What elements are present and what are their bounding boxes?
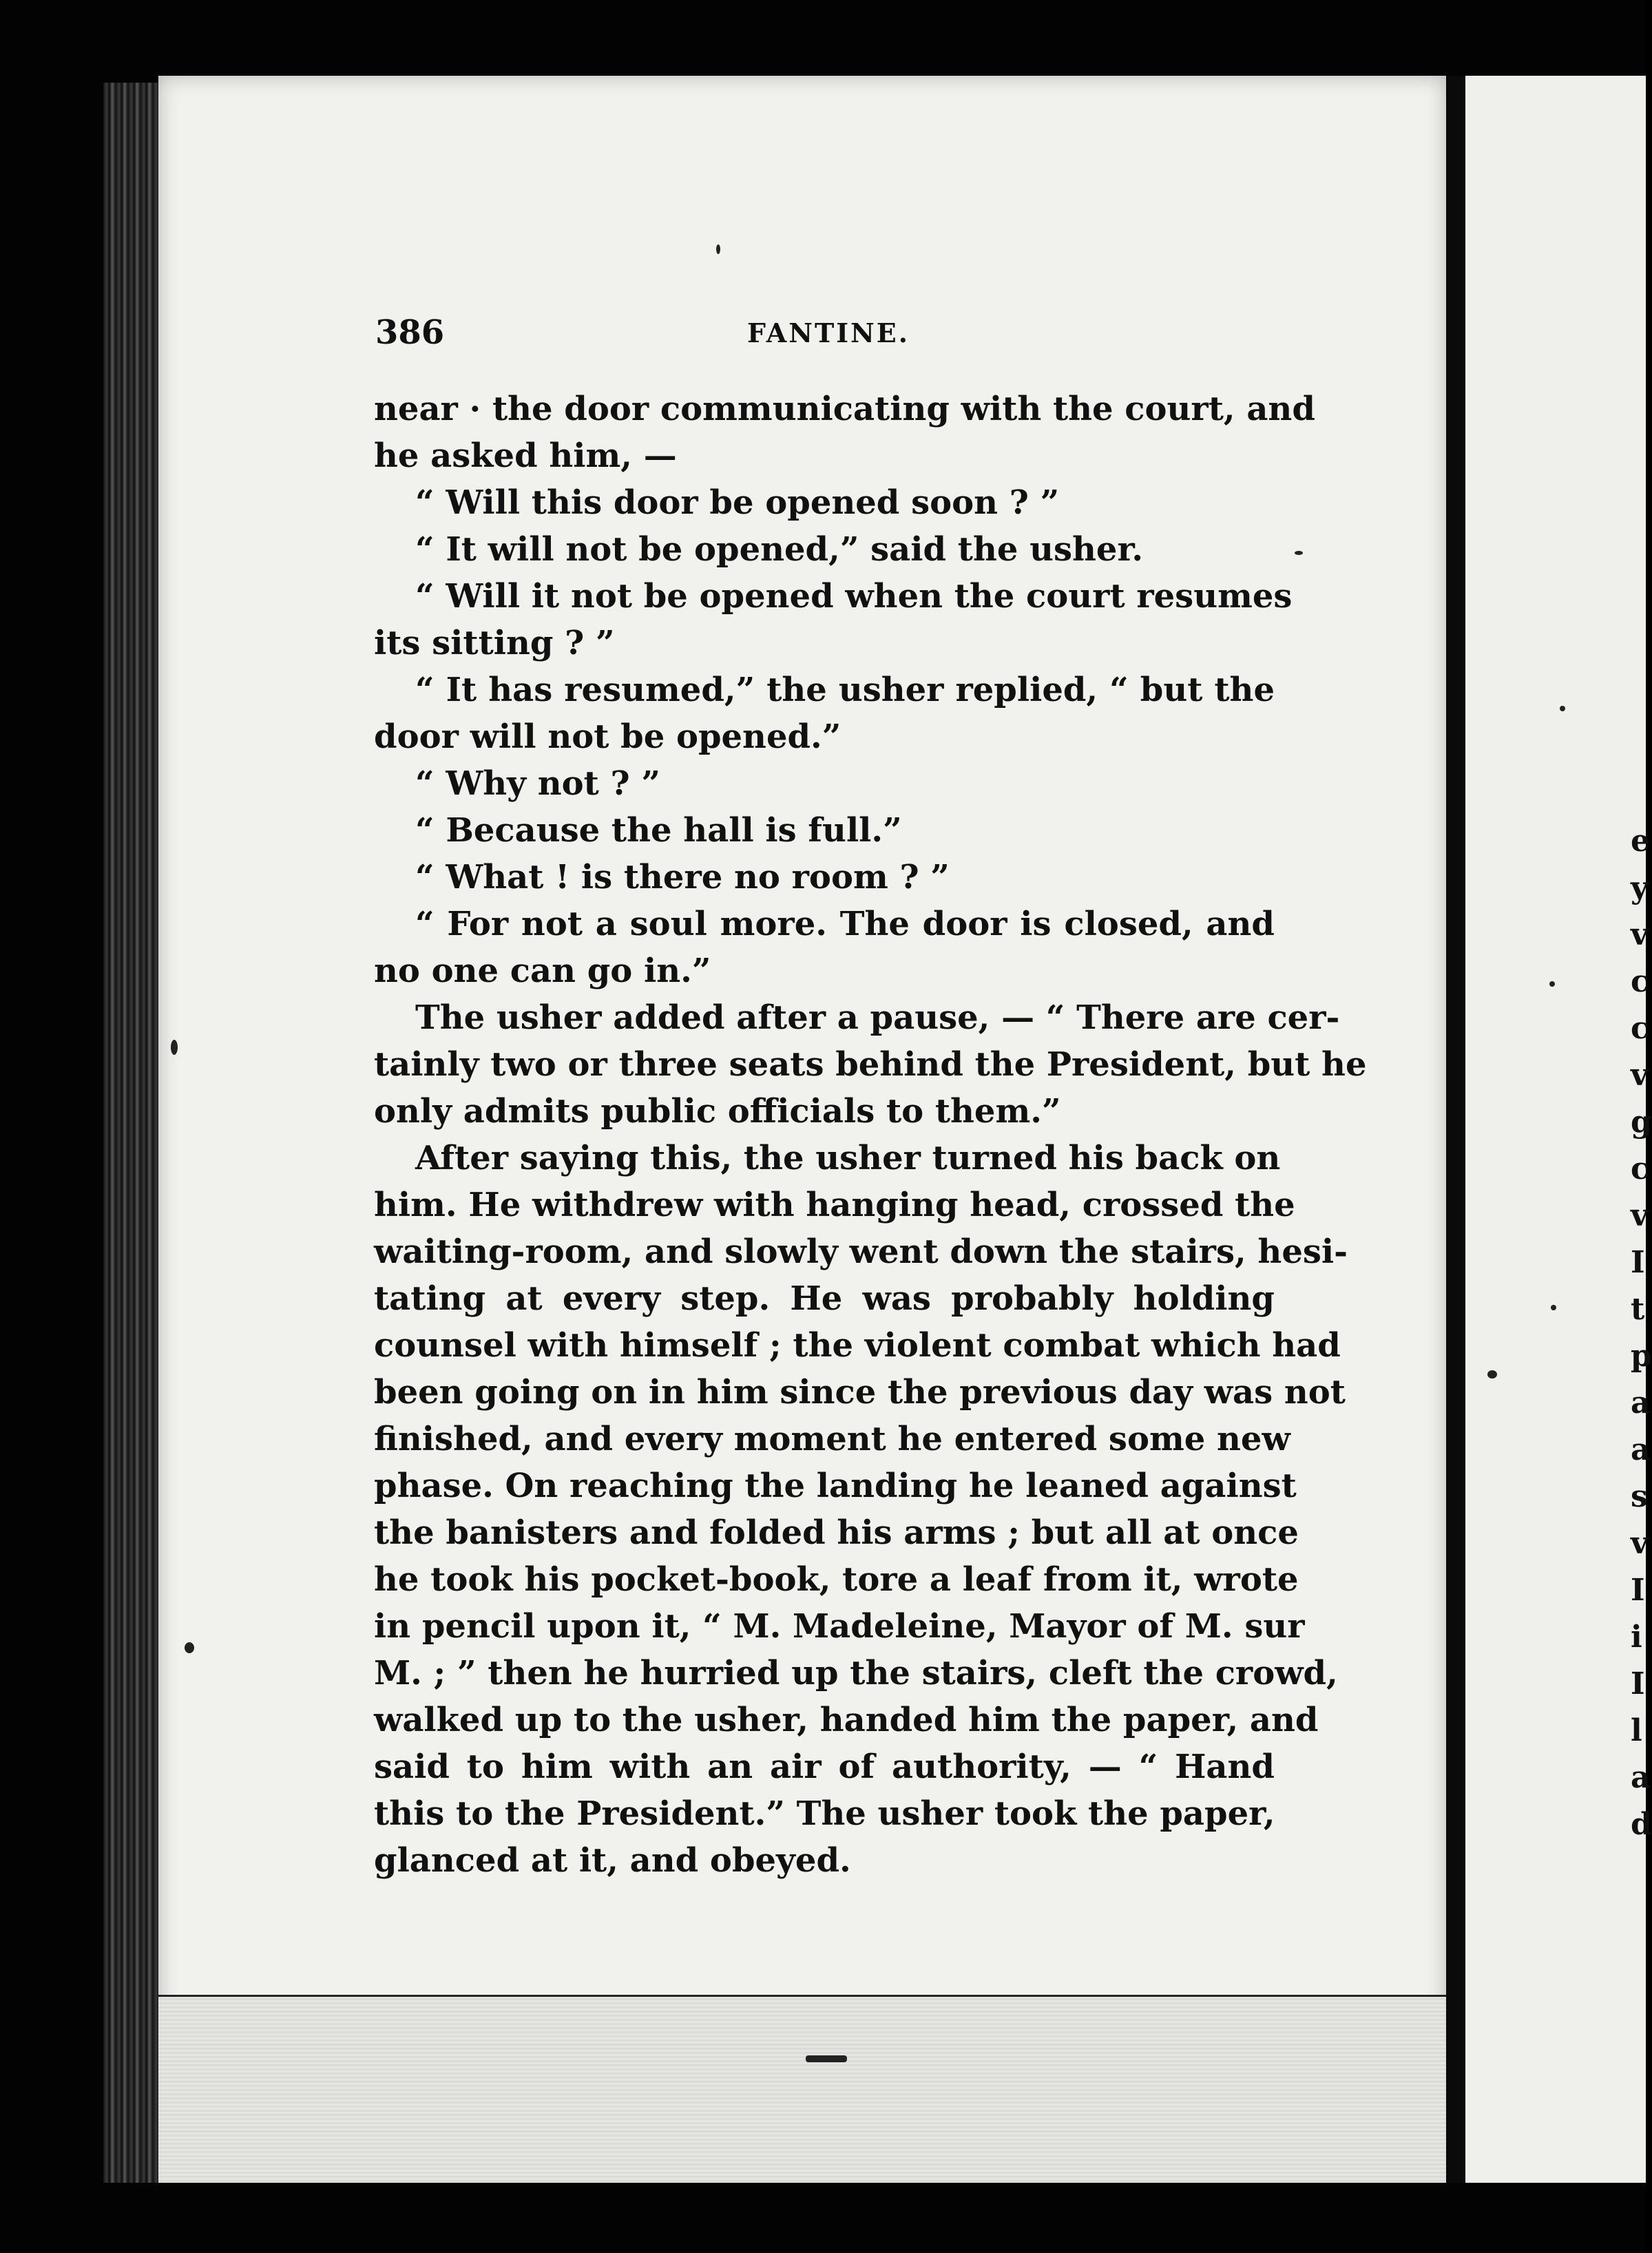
facing-page-letter: y — [1631, 870, 1649, 905]
facing-page-letter: c — [1631, 1011, 1649, 1046]
text-line: said to him with an air of authority, — “ Hand — [374, 1748, 1275, 1786]
text-line: “ Will it not be opened when the court resumes — [415, 577, 1293, 616]
facing-page-letter: i — [1631, 1620, 1642, 1655]
facing-page-letter: c — [1631, 964, 1649, 999]
facing-page-letter: c — [1631, 1151, 1649, 1186]
text-line: been going on in him since the previous day was not — [374, 1373, 1346, 1412]
facing-page-letter: p — [1631, 1339, 1652, 1374]
text-line: near · the door communicating with the court, and — [374, 390, 1315, 428]
scan-speck — [1549, 981, 1555, 987]
page-gutter — [1446, 76, 1465, 2183]
text-line: finished, and every moment he entered some new — [374, 1420, 1290, 1458]
scan-speck — [806, 2055, 847, 2062]
text-line: M. ; ” then he hurried up the stairs, cleft the crowd, — [374, 1654, 1338, 1693]
facing-page-letter: a — [1631, 1432, 1651, 1467]
facing-page-letter: a — [1631, 1760, 1651, 1795]
scan-speck — [171, 1040, 178, 1055]
facing-page-letter: v — [1631, 1198, 1649, 1233]
scan-speck — [1560, 706, 1565, 711]
facing-page-letter: v — [1631, 1058, 1649, 1093]
facing-page-letter: s — [1631, 1479, 1648, 1514]
text-line: tainly two or three seats behind the President, but he — [374, 1045, 1367, 1084]
text-line: in pencil upon it, “ M. Madeleine, Mayor of M. sur — [374, 1607, 1305, 1646]
text-line: door will not be opened.” — [374, 717, 841, 756]
page-title: FANTINE. — [747, 317, 910, 348]
scan-speck — [185, 1642, 194, 1653]
facing-page-letter: I — [1631, 1666, 1645, 1701]
facing-page-letter: e — [1631, 824, 1650, 859]
scan-speck — [1295, 551, 1303, 555]
facing-page — [1465, 76, 1646, 2183]
text-line: “ It has resumed,” the usher replied, “ but the — [415, 671, 1275, 709]
facing-page-letter: t — [1631, 1292, 1645, 1327]
text-line: “ Will this door be opened soon ? ” — [415, 483, 1060, 522]
text-line: this to the President.” The usher took the paper, — [374, 1794, 1275, 1833]
facing-page-letter: d — [1631, 1807, 1652, 1842]
facing-page-letter: g — [1631, 1104, 1652, 1140]
facing-page-letter: v — [1631, 917, 1649, 952]
scan-speck — [716, 244, 720, 254]
scan-speck — [1551, 1305, 1556, 1310]
text-line: waiting-room, and slowly went down the stairs, hesi- — [374, 1233, 1348, 1271]
text-line: him. He withdrew with hanging head, crossed the — [374, 1186, 1295, 1224]
text-line: “ For not a soul more. The door is closed, and — [415, 905, 1275, 943]
text-line: After saying this, the usher turned his back on — [415, 1139, 1281, 1177]
facing-page-letter: I — [1631, 1245, 1645, 1280]
text-line: he asked him, — — [374, 437, 677, 475]
facing-page-letter: v — [1631, 1526, 1649, 1561]
running-head — [375, 313, 1271, 355]
body-text — [374, 386, 1367, 1884]
text-line: glanced at it, and obeyed. — [374, 1841, 851, 1880]
text-line: no one can go in.” — [374, 952, 711, 990]
text-line: counsel with himself ; the violent combat which had — [374, 1326, 1341, 1365]
text-line: only admits public officials to them.” — [374, 1092, 1061, 1131]
text-line: walked up to the usher, handed him the paper, and — [374, 1701, 1319, 1739]
text-line: “ Why not ? ” — [415, 764, 660, 803]
facing-page-letter: I — [1631, 1573, 1645, 1608]
text-line: the banisters and folded his arms ; but all at once — [374, 1513, 1299, 1552]
text-line: The usher added after a pause, — “ There are cer- — [415, 998, 1340, 1037]
page-number: 386 — [375, 313, 445, 352]
text-line: “ Because the hall is full.” — [415, 811, 902, 850]
facing-page-letter: l — [1631, 1713, 1642, 1748]
text-line: “ What ! is there no room ? ” — [415, 858, 950, 897]
scan-speck — [1487, 1370, 1497, 1379]
text-line: phase. On reaching the landing he leaned against — [374, 1467, 1297, 1505]
facing-page-letter: a — [1631, 1385, 1651, 1421]
text-line: its sitting ? ” — [374, 624, 615, 662]
text-line: he took his pocket-book, tore a leaf from it, wrote — [374, 1560, 1299, 1599]
text-line: tating at every step. He was probably holding — [374, 1279, 1275, 1318]
text-line: “ It will not be opened,” said the usher. — [415, 530, 1144, 569]
page-bottom-margin — [158, 1995, 1446, 2183]
